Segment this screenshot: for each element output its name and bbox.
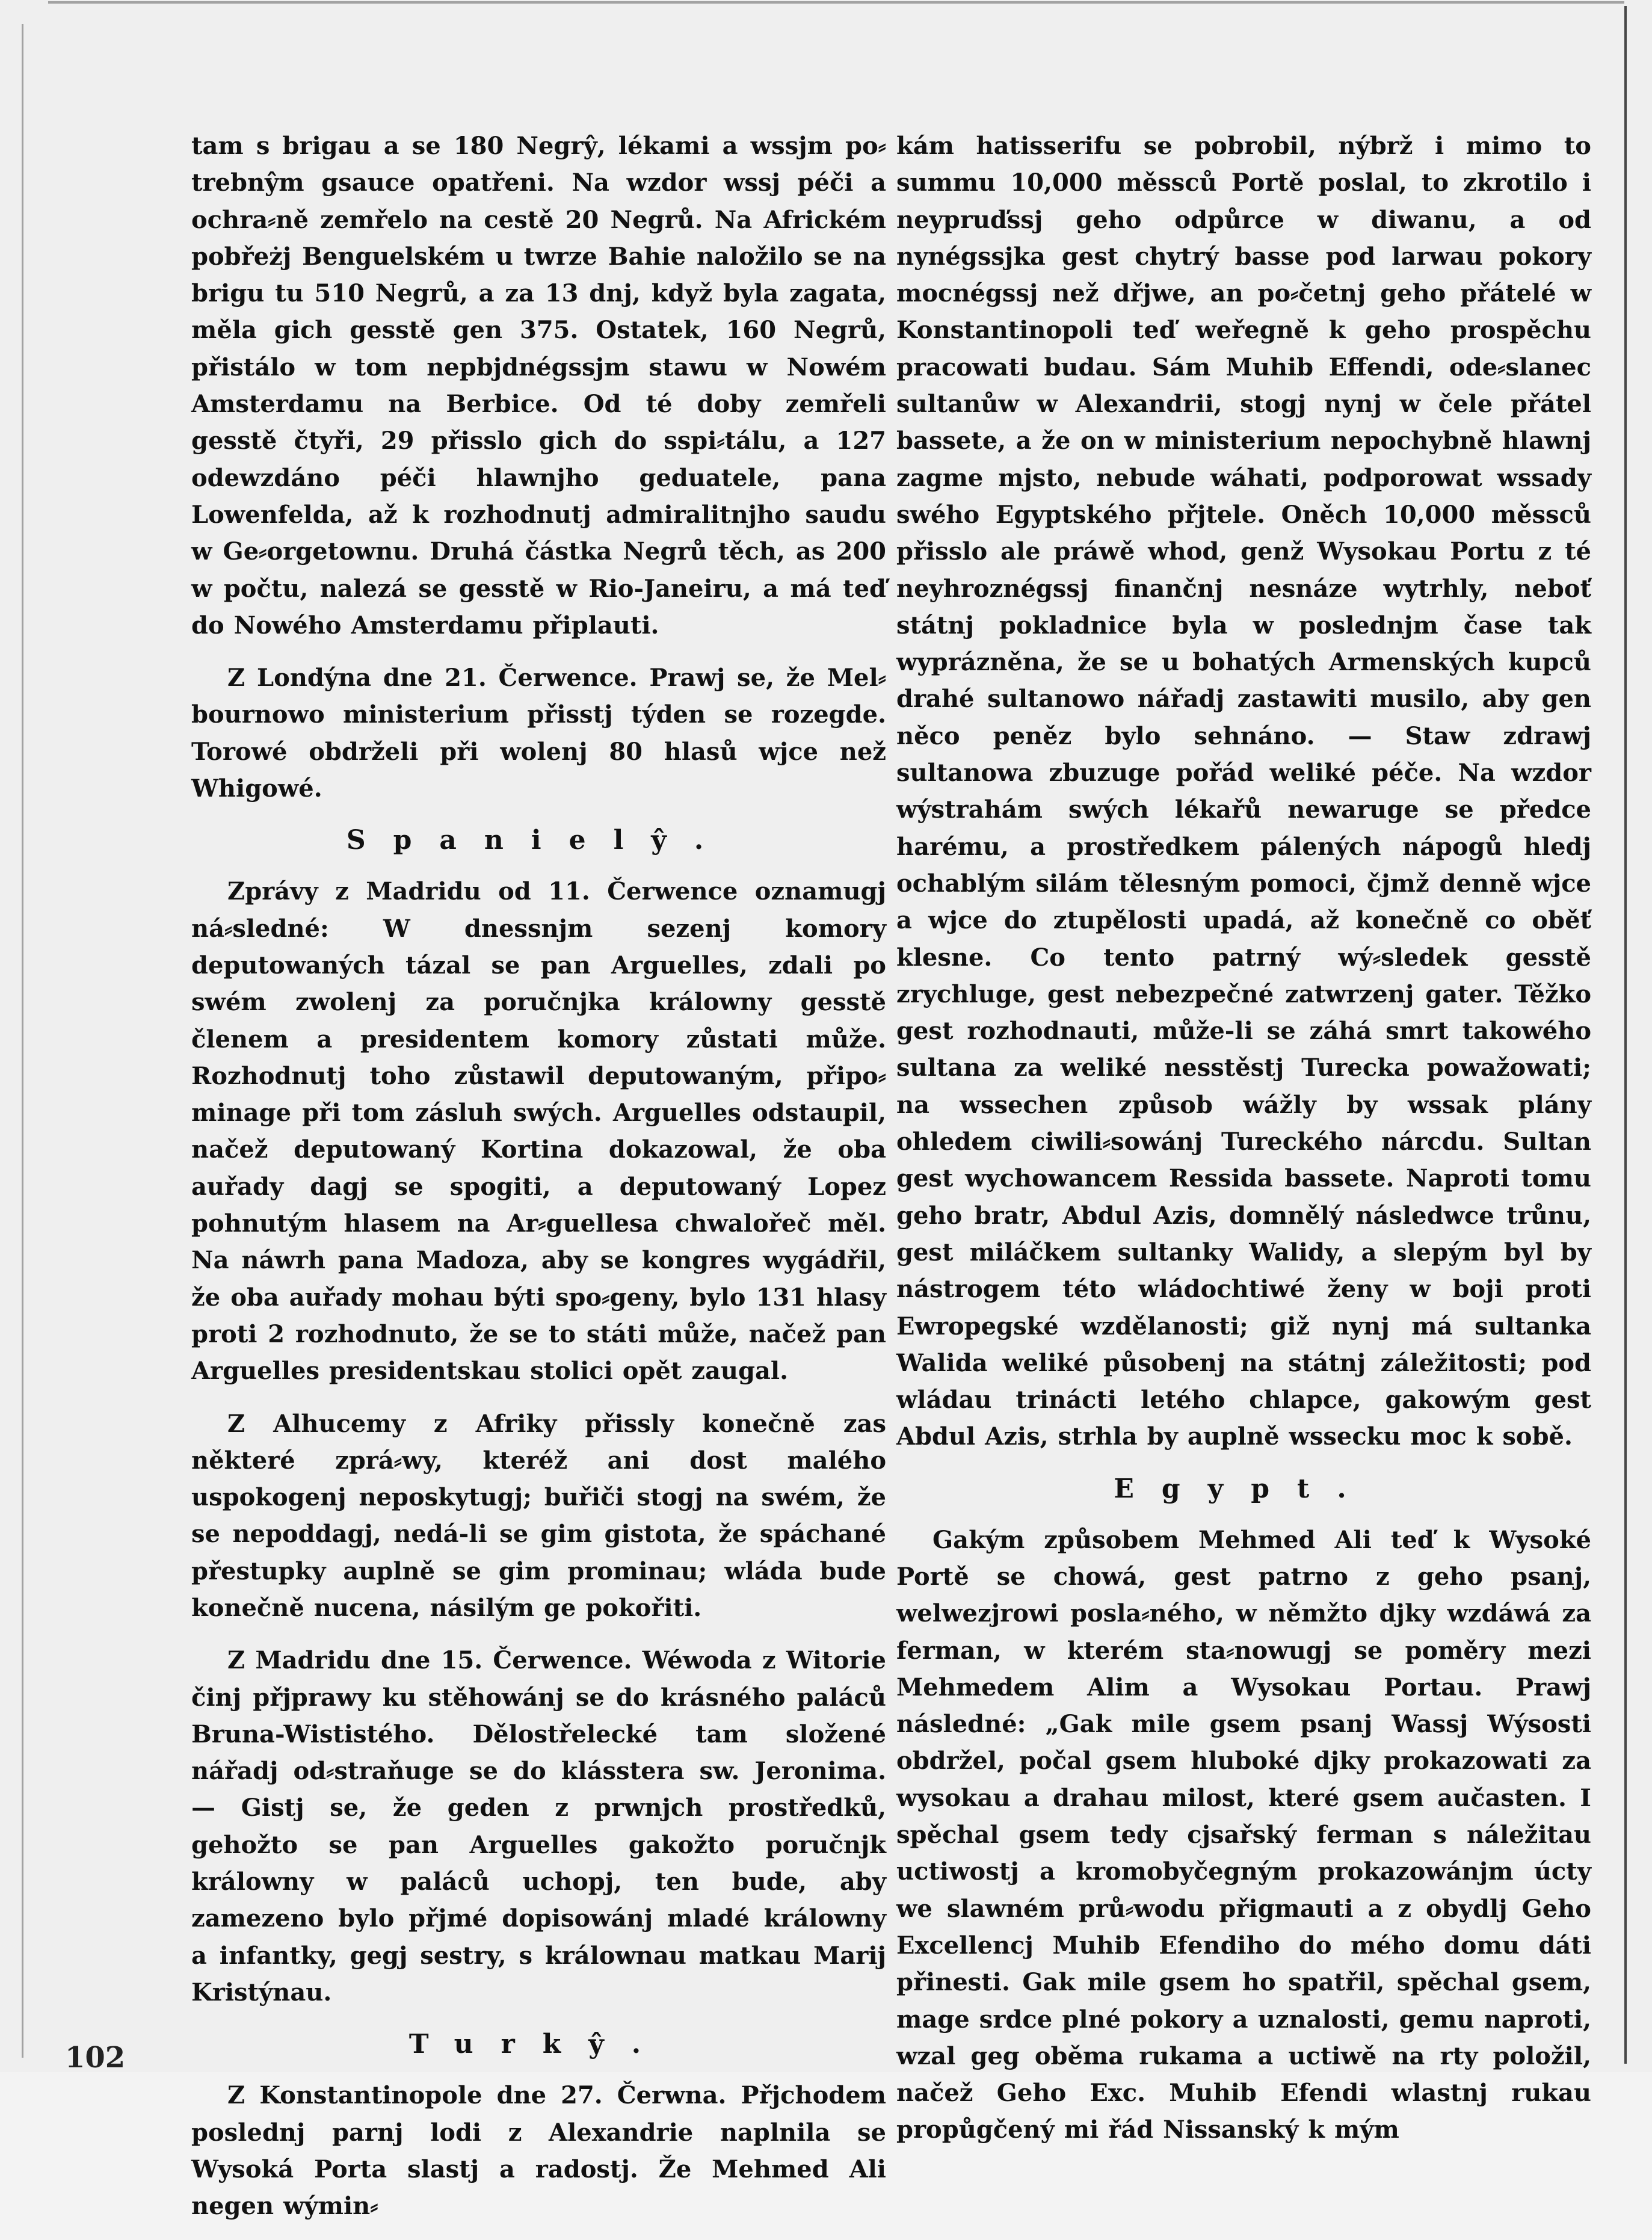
article-alhucemy: Z Alhucemy z Afriky přissly konečně zas některé zprá⸗wy, kteréž ani dost malého uspokogenj neposkytugj; buřiči stogj na swém, že se nepoddagj, nedá-li se gim gistota, že spáchané přestupky auplně se gim prominau; wláda bude konečně nucena, násilým ge pokořiti. — [191, 1409, 886, 1622]
article-constantinople-continued: kám hatisserifu se pobrobil, nýbrž i mimo to summu 10,000 měssců Portě poslal, to zkrotilo i neypruďssj geho odpůrce w diwanu, a od nynégssjka gest chytrý basse pod larwau pokory mocnégssj než dřjwe, an po⸗četnj geho přátelé w Konstantinopoli teď weřegně k geho prospěchu pracowati budau. Sám Muhib Effendi, ode⸗slanec sultanůw w Alexandrii, stogj nynj w čele přátel bassete, a že on w ministerium nepochybně hlawnj zagme mjsto, nebude wáhati, podporowat wssady swého Egyptského přjtele. Oněch 10,000 měssců přisslo ale práwě whod, genž Wysokau Portu z té neyhroznégssj finančnj nesnáze wytrhly, neboť státnj pokladnice byla w poslednjm čase tak wyprázněna, že se u bohatých Armenských kupců drahé sultanowo nářadj zastawiti musilo, aby gen něco peněz bylo sehnáno. — Staw zdrawj sultanowa zbuzuge pořád weliké péče. Na wzdor wýstrahám swých lékařů newaruge se předce harému, a prostředkem pálených nápogů hledj ochablým silám tělesným pomoci, čjmž denně wjce a wjce do ztupělosti upadá, až konečně co oběť klesne. Co tento patrný wý⸗sledek gesstě zrychluge, gest nebezpečné zatwrzenj gater. Těžko gest rozhodnauti, může-li se záhá smrt takowého sultana za weliké nesstěstj Turecka powažowati; na wssechen způsob wážly by wssak plány ohledem ciwili⸗sowánj Tureckého nárcdu. Sultan gest wychowancem Ressida bassete. Naproti tomu geho bratr, Abdul Azis, domnělý následwce trůnu, gest miláčkem sultanky Walidy, a slepým byl by nástrogem této wládochtiwé ženy w boji proti Ewropegské wzdělanosti; giž nynj má sultanka Walida weliké působenj na státnj záležitosti; pod wládau trinácti letého chlapce, gakowým gest Abdul Azis, strhla by auplně wssecku moc k sobě. — [896, 132, 1591, 1451]
article-egypt: Gakým způsobem Mehmed Ali teď k Wysoké Portě se chowá, gest patrno z geho psanj, welwezjrowi posla⸗ného, w němžto djky wzdáwá za ferman, w kterém sta⸗nowugj se poměry mezi Mehmedem Alim a Wysokau Portau. Prawj následné: „Gak mile gsem psanj Wassj Wýsosti obdržel, počal gsem hluboké djky prokazowati za wysokau a drahau milost, které gsem aučasten. I spěchal gsem tedy cjsařský ferman s náležitau uctiwostj a kromobyčegným prokazowánjm úcty we slawném prů⸗wodu přigmauti a z obydlj Geho Excellencj Muhib Efendiho do mého domu dáti přinesti. Gak mile gsem ho spatřil, spěchal gsem, mage srdce plné pokory a uznalosti, gemu naproti, wzal geg oběma rukama a uctiwě na rty položil, načež Geho Exc. Muhib Efendi wlastnj rukau propůgčený mi řád Nissanský k mým — [896, 1525, 1591, 2144]
article-london: Z Londýna dne 21. Čerwence. Prawj se, že Mel⸗bournowo ministerium přisstj týden se rozegde. Torowé obdrželi při wolenj 80 hlasů wjce než Whigowé. — [191, 664, 886, 803]
page-number: 102 — [65, 2041, 126, 2075]
page-edge-right — [1624, 6, 1627, 2064]
page-edge-top — [48, 1, 1624, 4]
article-madrid-11: Zprávy z Madridu od 11. Čerwence oznamugj ná⸗sledné: W dnessnjm sezenj komory deputowaných tázal se pan Arguelles, zdali po swém zwolenj za poručnjka králowny gesstě členem a presidentem komory zůstati může. Rozhodnutj toho zůstawil deputowaným, připo⸗minage při tom zásluh swých. Arguelles odstaupil, načež deputowaný Kortina dokazowal, že oba auřady dagj se spogiti, a deputowaný Lopez pohnutým hlasem na Ar⸗guellesa chwalořeč měl. Na náwrh pana Madoza, aby se kongres wygádřil, že oba auřady mohau býti spo⸗geny, bylo 131 hlasy proti 2 rozhodnuto, že se to státi může, načež pan Arguelles presidentskau stolici opět zaugal. — [191, 877, 886, 1386]
heading-turkey: Turkŷ. — [408, 2029, 669, 2060]
article-madrid-15: Z Madridu dne 15. Čerwence. Wéwoda z Witorie činj přjprawy ku stěhowánj se do krásného paláců Bruna-Wististého. Dělostřelecké tam složené nářadj od⸗straňuge se do klásstera sw. Jeronima. — Gistj se, že geden z prwnjch prostředků, gehožto se pan Arguelles gakožto poručnjk králowny w paláců uchopj, ten bude, aby zamezeno bylo přjmé dopisowánj mladé králowny a infantky, gegj sestry, s králownau matkau Marij Kristýnau. — [191, 1646, 886, 2007]
article-constantinople: Z Konstantinopole dne 27. Čerwna. Přjchodem poslednj parnj lodi z Alexandrie naplnila se Wysoká Porta slastj a radostj. Že Mehmed Ali negen wýmin⸗ — [191, 2081, 886, 2221]
heading-egypt: Egypt. — [1114, 1473, 1374, 1504]
right-column — [896, 128, 1591, 2164]
article-ship-negroes: tam s brigau a se 180 Negrŷ, lékami a wssjm po⸗trebnŷm gsauce opatřeni. Na wzdor wssj péči a ochra⸗ně zemřelo na cestě 20 Negrů. Na Africkém pobřeżj Benguelském u twrze Bahie naložilo se na brigu tu 510 Negrů, a za 13 dnj, když byla zagata, měla gich gesstě gen 375. Ostatek, 160 Negrů, přistálo w tom nepbjdnégssjm stawu w Nowém Amsterdamu na Berbice. Od té doby zemřeli gesstě čtyři, 29 přisslo gich do sspi⸗tálu, a 127 odewzdáno péči hlawnjho geduatele, pana Lowenfelda, až k rozhodnutj admiralitnjho saudu w Ge⸗orgetownu. Druhá částka Negrů těch, as 200 w počtu, nalezá se gesstě w Rio-Janeiru, a má teď do Nowého Amsterdamu připlauti. — [191, 132, 886, 640]
heading-spain: Spanielŷ. — [346, 825, 732, 856]
left-column — [191, 128, 886, 2240]
page-edge-left — [22, 24, 23, 2058]
